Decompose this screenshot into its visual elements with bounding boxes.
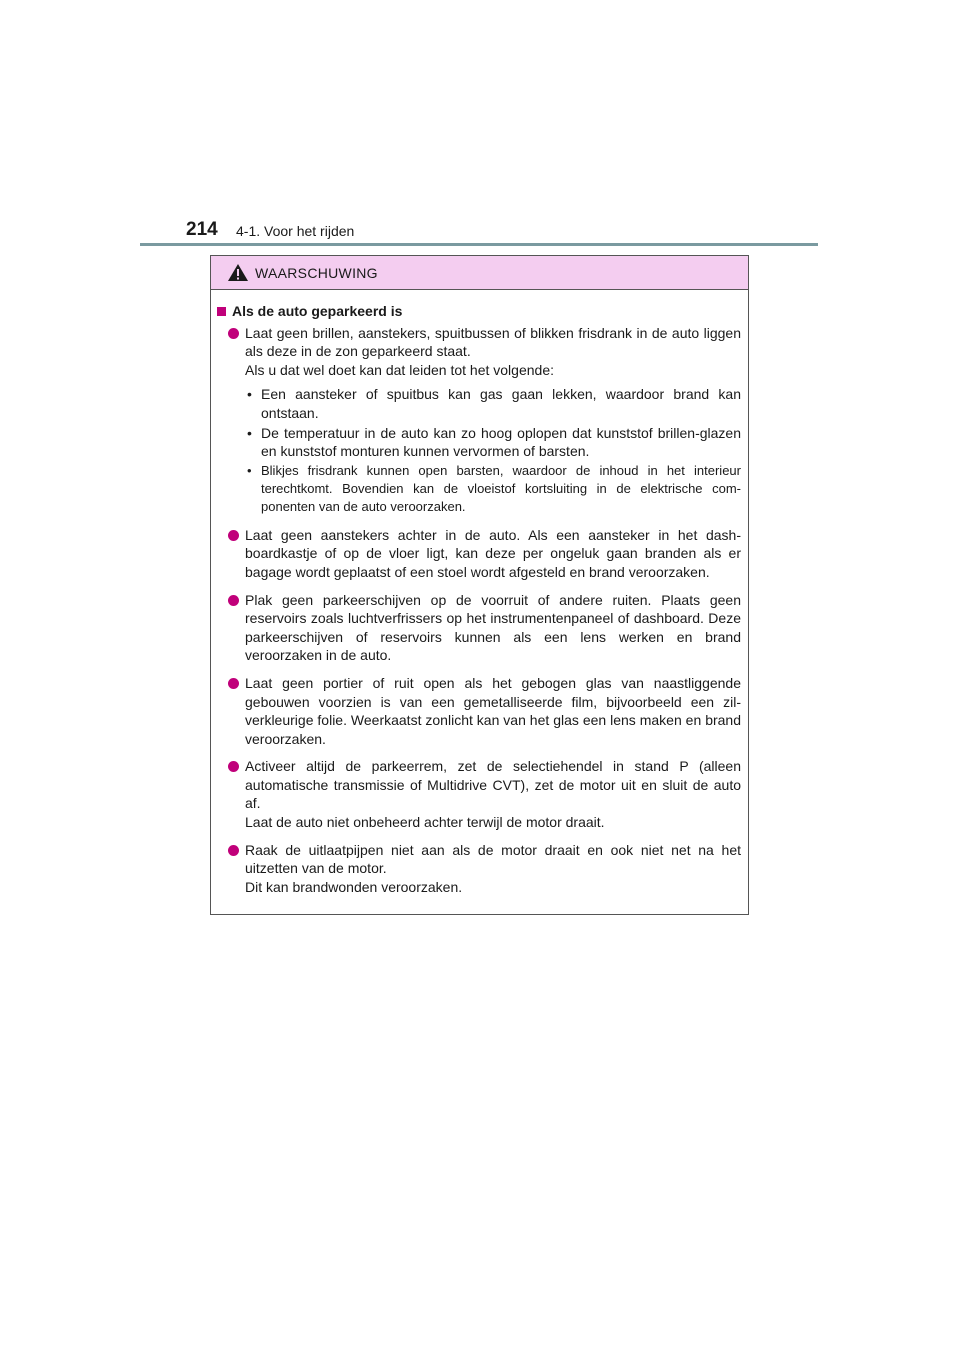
item-text: Laat geen portier of ruit open als het gebogen glas van naastliggende gebouwen voorzien is van een gemetalliseerde film, bijvoorbeeld een zil-verkleurige folie. Weerkaatst zonlicht kan van het glas een lens maken en brand veroorzaken. bbox=[245, 674, 741, 747]
item-text: Laat geen aanstekers achter in de auto. Als een aansteker in het dash-boardkastje of op de vloer ligt, kan deze per ongeluk gaan branden als er bagage wordt geplaatst of een stoel wordt afgesteld en brand veroorzaken. bbox=[245, 526, 741, 580]
list-item bbox=[216, 841, 741, 897]
warning-header bbox=[211, 256, 748, 290]
list-item bbox=[216, 324, 741, 517]
sub-list-item: • De temperatuur in de auto kan zo hoog oplopen dat kunststof brillen-glazen en kunststof monturen kunnen vervormen of barsten. bbox=[247, 424, 741, 460]
square-bullet-icon bbox=[217, 307, 226, 316]
item-text: Plak geen parkeerschijven op de voorruit of andere ruiten. Plaats geen reservoirs zoals luchtverfrissers op het instrumentenpaneel of dashboard. Deze parkeerschijven of reservoirs kunnen als een lens werken en brand veroorzaken in de auto. bbox=[245, 591, 741, 664]
item-text: Als u dat wel doet kan dat leiden tot het volgende: bbox=[245, 361, 554, 378]
dot-bullet-icon bbox=[228, 845, 239, 856]
heading-text: Als de auto geparkeerd is bbox=[232, 303, 403, 319]
dot-bullet-icon bbox=[228, 678, 239, 689]
list-item bbox=[216, 526, 741, 582]
dot-bullet-icon bbox=[228, 328, 239, 339]
item-text: Dit kan brandwonden veroorzaken. bbox=[245, 878, 463, 895]
sub-list bbox=[245, 385, 741, 515]
item-text: Activeer altijd de parkeerrem, zet de selectiehendel in stand P (alleen automatische transmissie of Multidrive CVT), zet de motor uit en sluit de auto af. bbox=[245, 758, 741, 812]
dot-bullet-icon bbox=[228, 530, 239, 541]
warning-body bbox=[211, 290, 748, 896]
warning-triangle-icon bbox=[227, 263, 249, 282]
sub-list-item: • Blikjes frisdrank kunnen open barsten, waardoor de inhoud in het interieur terechtkomt. Bovendien kan de vloeistof kortsluiting in de elektrische com-ponenten van de auto veroorzaken. bbox=[247, 462, 741, 514]
page-number: 214 bbox=[186, 219, 218, 240]
sub-list-item: • Een aansteker of spuitbus kan gas gaan lekken, waardoor brand kan ontstaan. bbox=[247, 386, 741, 421]
warning-heading bbox=[216, 302, 741, 321]
dot-bullet-icon bbox=[228, 761, 239, 772]
header-rule bbox=[140, 243, 818, 246]
list-item bbox=[216, 591, 741, 665]
item-text: Laat geen brillen, aanstekers, spuitbussen of blikken frisdrank in de auto liggen als deze in de zon geparkeerd staat. bbox=[245, 324, 741, 360]
item-text: Laat de auto niet onbeheerd achter terwijl de motor draait. bbox=[245, 814, 605, 831]
list-item bbox=[216, 674, 741, 748]
dot-bullet-icon bbox=[228, 595, 239, 606]
list-item bbox=[216, 757, 741, 831]
item-text: Raak de uitlaatpijpen niet aan als de motor draait en ook niet net na het uitzetten van de motor. bbox=[245, 841, 741, 877]
warning-box bbox=[210, 255, 749, 915]
section-title: 4-1. Voor het rijden bbox=[236, 223, 355, 239]
warning-title: WAARSCHUWING bbox=[255, 264, 378, 281]
